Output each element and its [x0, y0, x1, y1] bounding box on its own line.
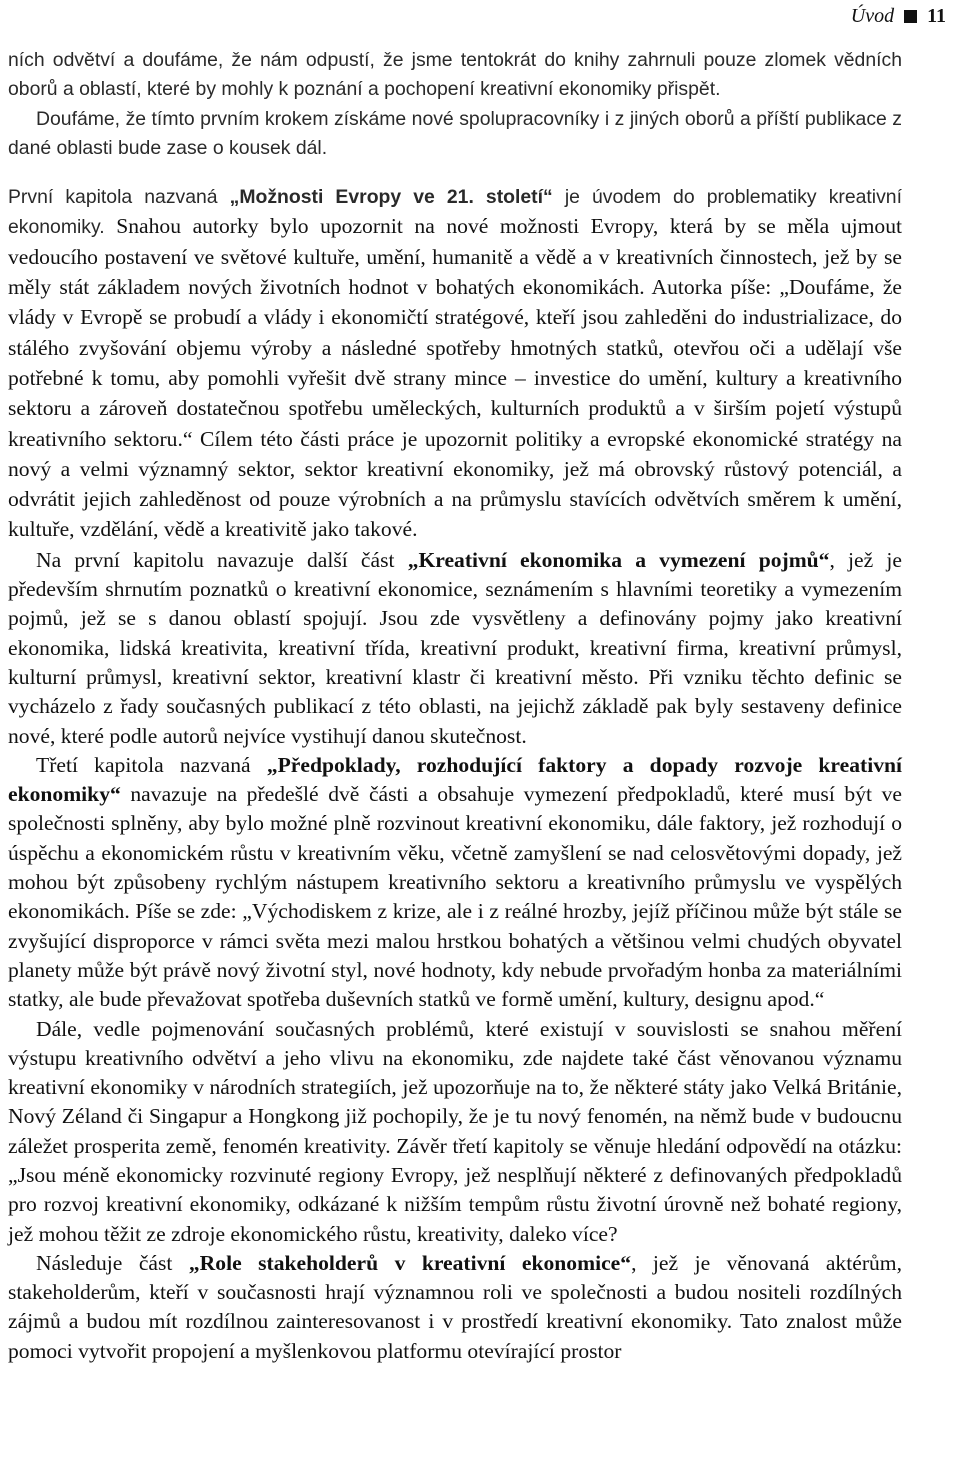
paragraph-text: Třetí kapitola nazvaná	[36, 752, 267, 777]
paragraph-text: Na první kapitolu navazuje další část	[36, 547, 408, 572]
paragraph-8	[8, 1249, 902, 1366]
paragraph-text: je úvodem do problematiky kreativní ekonomiky.	[8, 186, 902, 239]
paragraph-text: , jež je především shrnutím poznatků o kreativní ekonomice, seznámením s hlavními teoretiky a vymezením pojmů, jež se s danou oblastí spojují. Jsou zde vysvětleny a definovány pojmy jako kreativní ekonomika, lidská kreativita, kreativní třída, kreativní produkt, kreativní firma, kreativní průmysl, kulturní průmysl, kreativní sektor, kreativní klastr či kreativní město. Při vzniku těchto definic se vycházelo z řady současných publikací z této oblasti, na jejichž základě pak byly sestaveny definice nové, které podle autorů nejvíce vystihují danou skutečnost.	[8, 547, 902, 748]
body-text	[8, 46, 902, 1366]
paragraph-2	[8, 105, 902, 164]
running-header	[851, 4, 946, 28]
chapter-title-3: „Předpoklady, rozhodující faktory a dopady rozvoje kreativní ekonomiky“	[8, 752, 902, 807]
paragraph-3	[8, 183, 902, 546]
paragraph-text: ních odvětví a doufáme, že nám odpustí, že jsme tentokrát do knihy zahrnuli pouze zlomek vědních oborů a oblastí, které by mohly k poznání a pochopení kreativní ekonomiky přispět.	[8, 49, 902, 101]
paragraph-6	[8, 751, 902, 1015]
page-number: 11	[927, 4, 946, 27]
paragraph-text: Snahou autorky bylo upozornit na nové možnosti Evropy, která by se měla ujmout vedoucího postavení ve světové kultuře, umění, humanitě a vědě a v kreativních činnostech, jež by se měly stát základem nových životních hodnot v bohatých ekonomikách. Autorka píše: „Doufáme, že vlády v Evropě se probudí a vlády i ekonomičtí stratégové, kteří jsou zahleděni do industrializace, do stálého zvyšování objemu výroby a následné spotřeby hmotných statků, otevřou oči a udělají vše potřebné k tomu, aby pomohli vyřešit dvě strany mince – investice do umění, kultury a kreativního sektoru a zároveň dostatečnou spotřebu uměleckých, kulturních produktů a v širším pojetí výstupů kreativního sektoru.“ Cílem této části práce je upozornit politiky a evropské ekonomické stratégy na nový a velmi významný sektor, sektor kreativní ekonomiky, jež má obrovský růstový potenciál, a odvrátit jejich zahleděnost od pouze výrobních a na průmyslu stavících odvětvích směrem k umění, kultuře, vzdělání, vědě a kreativitě jako takové.	[8, 214, 903, 542]
paragraph-text: navazuje na předešlé dvě části a obsahuje vymezení předpokladů, které musí být ve společnosti splněny, aby bylo možné plně rozvinout kreativní ekonomiku, dále faktory, jež rozhodují o úspěchu a ekonomickém růstu v kreativním věku, včetně zamyšlení se nad celosvětovými dopady, jež mohou být způsobeny rychlým nástupem kreativního sektoru a kreativního průmyslu ve vyspělých ekonomikách. Píše se zde: „Východiskem z krize, ale i z reálné hrozby, jejíž příčinou může být stále se zvyšující disproporce v rámci světa mezi malou hrstkou bohatých a většinou velmi chudých obyvatel planety může být právě nový životní styl, nové hodnoty, kdy nebude prvořadým honba za materiálními statky, ale bude převažovat spotřeba duševních statků ve formě umění, kultury, designu apod.“	[8, 782, 902, 1012]
paragraph-text: Doufáme, že tímto prvním krokem získáme nové spolupracovníky i z jiných oborů a příští publikace z dané oblasti bude zase o kousek dál.	[8, 107, 902, 159]
paragraph-text: První kapitola nazvaná	[8, 186, 230, 209]
paragraph-1	[8, 46, 902, 105]
paragraph-text: Následuje část	[36, 1250, 189, 1275]
chapter-title-1: „Možnosti Evropy ve 21. století“	[229, 186, 553, 209]
running-header-section: Úvod	[850, 4, 895, 27]
paragraph-text: , jež je věnovaná aktérům, stakeholderům, kteří v současnosti hrají významnou roli ve společnosti a budou nositeli rozdílných zájmů a budou mít rozdílnou zainteresovanost i v prostředí kreativní ekonomiky. Tato znalost může pomoci vytvořit propojení a myšlenkovou platformu otevírající prostor	[8, 1250, 902, 1363]
chapter-title-4: „Role stakeholderů v kreativní ekonomice“	[188, 1250, 632, 1275]
chapter-title-2: „Kreativní ekonomika a vymezení pojmů“	[407, 547, 830, 572]
paragraph-5	[8, 546, 902, 751]
paragraph-7	[8, 1015, 902, 1249]
paragraph-text: Dále, vedle pojmenování současných problémů, které existují v souvislosti se snahou měření výstupu kreativního odvětví a jeho vlivu na ekonomiku, zde najdete také část věnovanou významu kreativní ekonomiky v národních strategiích, jež upozorňuje na to, že některé státy jako Velká Británie, Nový Zéland či Singapur a Hongkong již pochopily, že je tu nový fenomén, na němž bude v budoucnu záležet prosperita země, fenomén kreativity. Závěr třetí kapitoly se věnuje hledání odpovědí na otázku: „Jsou méně ekonomicky rozvinuté regiony Evropy, jež nesplňují některé z definovaných předpokladů pro rozvoj kreativní ekonomiky, odkázané k nižším tempům růstu životní úrovně než bohaté regiony, jež mohou těžit ze zdroje ekonomického růstu, kreativity, daleko více?	[8, 1016, 902, 1246]
header-square-icon	[904, 10, 917, 23]
